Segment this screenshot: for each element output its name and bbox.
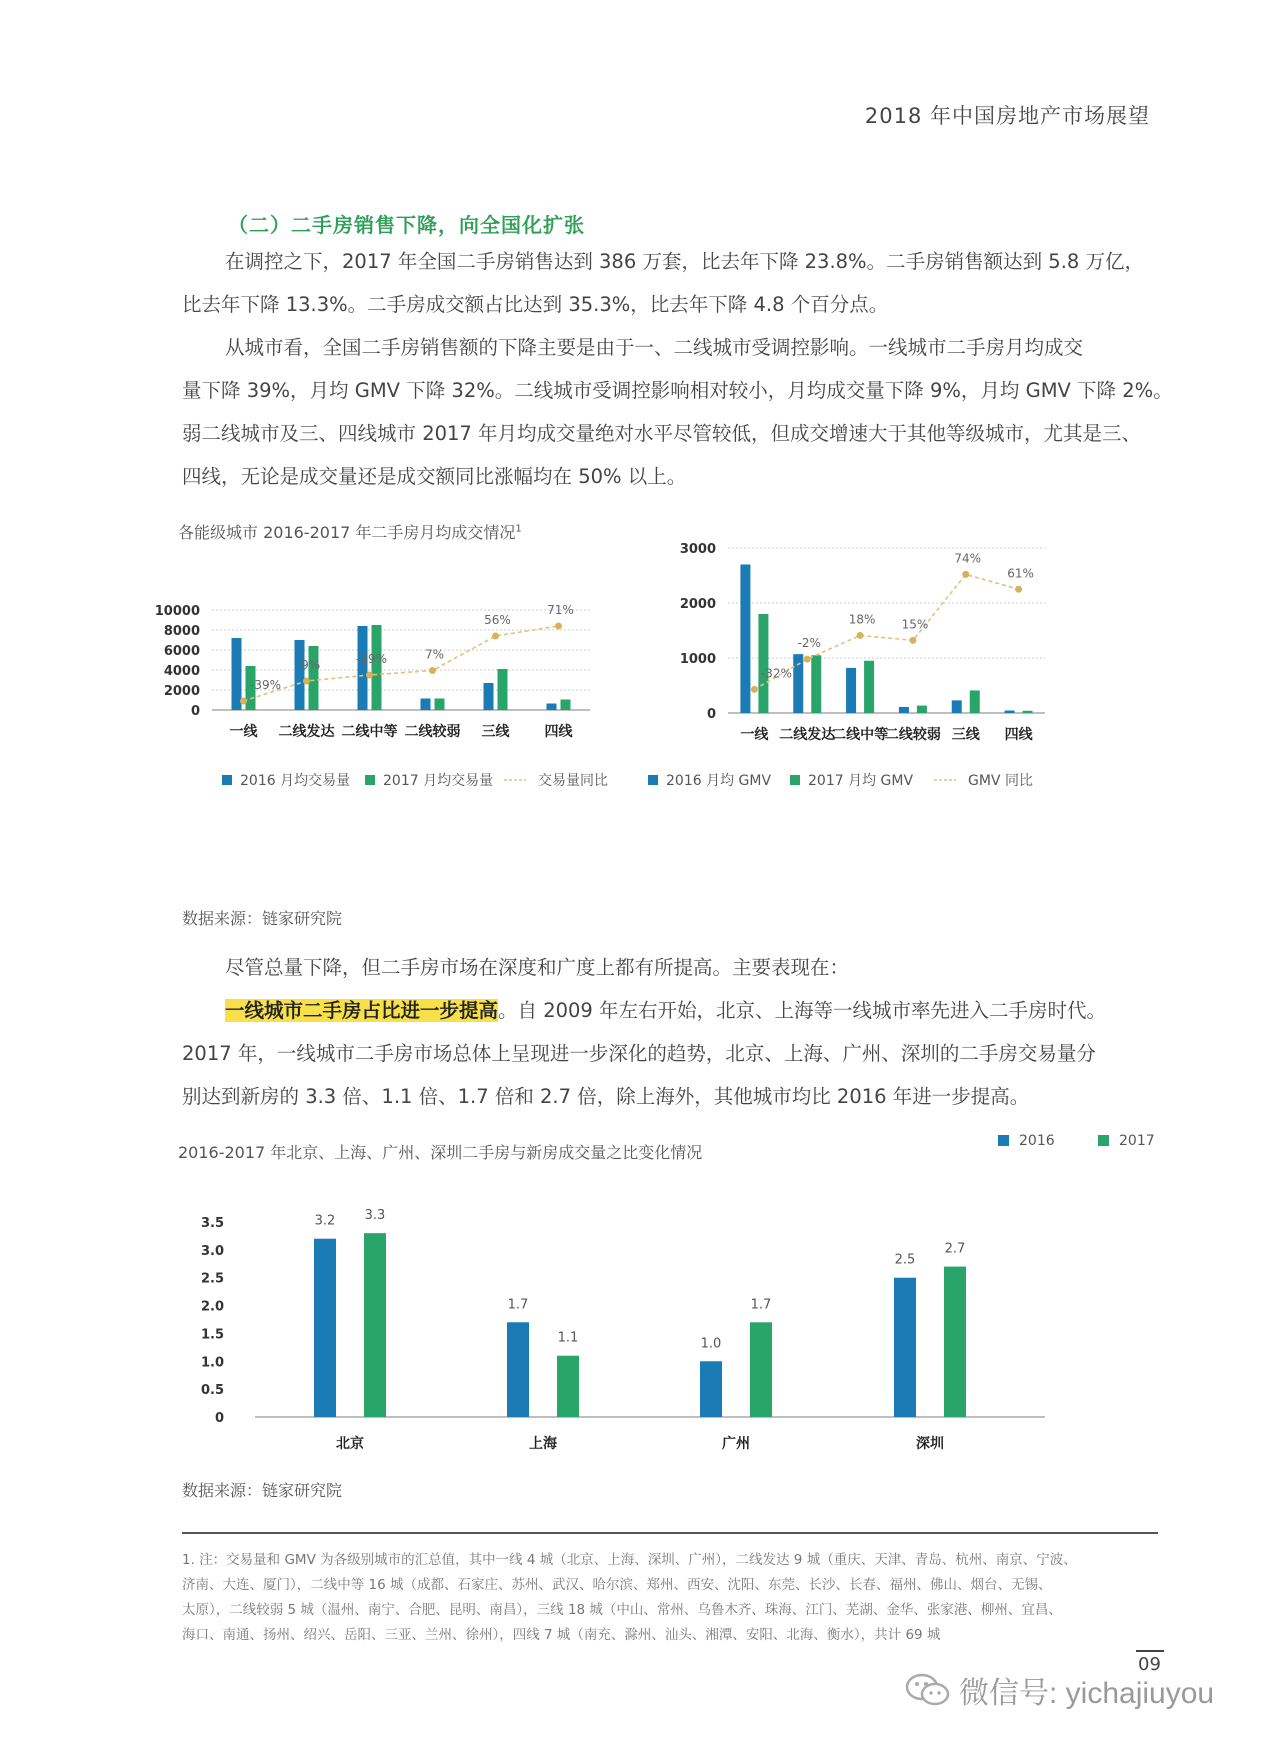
chart1-trend-label: -39% — [249, 678, 282, 692]
chart2-category-label: 三线 — [951, 727, 980, 743]
page-number-rule — [1136, 1650, 1164, 1652]
chart3-category-label: 上海 — [529, 1436, 557, 1452]
chart1-trend-label: -19% — [355, 652, 388, 666]
chart1-ytick-label: 2000 — [163, 684, 200, 699]
chart1-bar — [435, 699, 445, 711]
chart1-trend-label: 56% — [484, 613, 511, 627]
data-source-1: 数据来源：链家研究院 — [182, 909, 343, 928]
chart2-ytick-label: 2000 — [679, 597, 716, 612]
chart3-bar — [314, 1239, 336, 1417]
chart2-bar — [970, 690, 980, 713]
chart1-category-label: 一线 — [229, 724, 258, 740]
chart1-trend-label: -9% — [296, 658, 321, 672]
chart3-value-label: 3.2 — [314, 1213, 336, 1229]
chart2-trend-label: 18% — [848, 612, 876, 627]
chart3-ytick-label: 3.5 — [200, 1216, 224, 1231]
paragraph-2 — [182, 326, 1173, 498]
wechat-icon — [905, 1672, 951, 1708]
chart1-category-label: 二线发达 — [278, 724, 335, 740]
chart1-bar — [358, 626, 368, 710]
chart2-trend-label: 74% — [954, 551, 982, 566]
chart2-trend-point — [857, 632, 864, 639]
chart2-bar — [793, 654, 803, 713]
section-heading: （二）二手房销售下降，向全国化扩张 — [228, 213, 585, 237]
chart1-bar — [498, 669, 508, 710]
chart2-ytick-label: 0 — [706, 707, 716, 722]
chart1-trend-label: 71% — [547, 603, 574, 617]
paragraph-line: 弱二线城市及三、四线城市 2017 年月均成交量绝对水平尽管较低，但成交增速大于其他等级城市，尤其是三、 — [182, 422, 1142, 445]
chart1-legend-swatch — [365, 775, 375, 785]
chart1-ytick-label: 8000 — [163, 624, 200, 639]
chart3-legend-label: 2016 — [1019, 1133, 1055, 1149]
chart2-trend-label: -2% — [797, 636, 821, 651]
footnote — [182, 1548, 1152, 1648]
chart1-title — [178, 520, 522, 543]
chart2-bar — [917, 706, 927, 713]
chart2-legend-label: 2017 月均 GMV — [808, 773, 914, 789]
chart3-value-label: 2.5 — [894, 1252, 916, 1268]
chart1-trend-label: 7% — [424, 647, 445, 662]
chart2-bar — [864, 661, 874, 713]
chart3-ytick-label: 0.5 — [200, 1383, 224, 1399]
highlighted-phrase: 一线城市二手房占比进一步提高 — [225, 999, 499, 1022]
paragraph-line: 在调控之下，2017 年全国二手房销售达到 386 万套，比去年下降 23.8%。二手房销售额达到 5.8 万亿， — [225, 250, 1144, 273]
chart-ratio — [160, 1130, 1170, 1470]
chart1-bar — [484, 683, 494, 710]
chart1-legend-swatch — [222, 775, 232, 785]
chart3-value-label: 3.3 — [364, 1208, 386, 1224]
chart3-category-label: 深圳 — [916, 1436, 944, 1452]
paragraph-line: 量下降 39%，月均 GMV 下降 32%。二线城市受调控影响相对较小，月均成交量下降 9%，月均 GMV 下降 2%。 — [182, 379, 1173, 402]
chart1-ytick-label: 4000 — [163, 664, 200, 679]
chart3-value-label: 1.7 — [750, 1297, 772, 1313]
chart-volume — [154, 560, 670, 890]
chart3-ytick-label: 3.0 — [200, 1243, 224, 1259]
chart3-ytick-label: 0 — [214, 1411, 224, 1426]
chart2-legend-label: 2016 月均 GMV — [666, 773, 772, 789]
paragraph-1 — [182, 240, 1152, 326]
chart3-ytick-label: 1.5 — [200, 1327, 224, 1343]
chart1-trend-point — [240, 698, 247, 705]
chart2-category-label: 二线发达 — [779, 727, 836, 743]
chart2-bar — [811, 655, 821, 713]
paragraph-3 — [182, 946, 1152, 989]
chart3-legend-swatch — [1098, 1135, 1109, 1146]
chart1-ytick-label: 6000 — [163, 644, 200, 659]
chart2-bar — [899, 707, 909, 713]
chart3-value-label: 1.7 — [507, 1297, 529, 1313]
chart2-trend-point — [909, 637, 916, 644]
chart1-trend-point — [366, 672, 373, 679]
chart1-category-label: 三线 — [481, 724, 510, 740]
chart1-bar — [372, 625, 382, 710]
chart3-value-label: 1.1 — [557, 1330, 579, 1346]
chart2-ytick-label: 3000 — [679, 542, 716, 557]
chart2-ytick-label: 1000 — [679, 652, 716, 667]
chart1-bar — [421, 699, 431, 711]
chart1-trend-point — [555, 623, 562, 630]
chart1-trend-point — [303, 678, 310, 685]
chart3-legend-label: 2017 — [1119, 1133, 1155, 1149]
chart3-ytick-label: 2.0 — [200, 1299, 224, 1315]
paragraph-line: 尽管总量下降，但二手房市场在深度和广度上都有所提高。主要表现在： — [225, 956, 850, 979]
footnote-line: 海口、南通、扬州、绍兴、岳阳、三亚、兰州、徐州），四线 7 城（南充、滁州、汕头、湘潭、安阳、北海、衡水），共计 69 城 — [182, 1627, 941, 1643]
chart1-ytick-label: 10000 — [154, 604, 200, 619]
chart2-trend-point — [751, 686, 758, 693]
paragraph-line: 比去年下降 13.3%。二手房成交额占比达到 35.3%，比去年下降 4.8 个百分点。 — [182, 293, 889, 316]
chart2-bar — [1023, 711, 1033, 713]
footnote-line: 1. 注：交易量和 GMV 为各级别城市的汇总值，其中一线 4 城（北京、上海、深圳、广州），二线发达 9 城（重庆、天津、青岛、杭州、南京、宁波、 — [182, 1552, 1077, 1568]
chart3-legend-swatch — [998, 1135, 1009, 1146]
chart1-ytick-label: 0 — [190, 704, 200, 719]
chart1-legend-label: 交易量同比 — [538, 773, 608, 789]
chart2-trend-label: 15% — [901, 617, 929, 632]
chart2-category-label: 二线较弱 — [884, 727, 941, 743]
chart2-category-label: 四线 — [1004, 727, 1033, 743]
chart3-bar — [894, 1278, 916, 1417]
chart3-ytick-label: 2.5 — [200, 1271, 224, 1287]
page-header-title: 2018 年中国房地产市场展望 — [864, 104, 1150, 128]
paragraph-4 — [182, 989, 1152, 1118]
chart3-category-label: 北京 — [336, 1436, 364, 1452]
chart2-trend-point — [962, 571, 969, 578]
chart1-category-label: 二线较弱 — [404, 724, 461, 740]
footnote-line: 济南、大连、厦门），二线中等 16 城（成都、石家庄、苏州、武汉、哈尔滨、郑州、西安、沈阳、东莞、长沙、长春、福州、佛山、烟台、无锡、 — [182, 1577, 1052, 1593]
chart3-value-label: 1.0 — [700, 1336, 722, 1352]
chart2-bar — [740, 565, 750, 714]
chart3-bar — [700, 1361, 722, 1417]
chart1-bar — [561, 700, 571, 711]
paragraph-line: 四线，无论是成交量还是成交额同比涨幅均在 50% 以上。 — [182, 465, 687, 488]
chart2-category-label: 二线中等 — [832, 727, 889, 743]
chart3-bar — [557, 1356, 579, 1417]
chart2-bar — [846, 668, 856, 713]
watermark — [905, 1668, 1214, 1712]
chart1-title-text: 各能级城市 2016-2017 年二手房月均成交情况 — [178, 523, 516, 542]
footnote-line: 太原），二线较弱 5 城（温州、南宁、合肥、昆明、南昌），三线 18 城（中山、常州、乌鲁木齐、珠海、江门、芜湖、金华、张家港、柳州、宜昌、 — [182, 1602, 1062, 1618]
paragraph-line: 别达到新房的 3.3 倍、1.1 倍、1.7 倍和 2.7 倍，除上海外，其他城市均比 2016 年进一步提高。 — [182, 1085, 1030, 1108]
chart2-trend-point — [1015, 586, 1022, 593]
chart1-bar — [547, 704, 557, 711]
chart1-trend-point — [492, 633, 499, 640]
chart1-legend-label: 2016 月均交易量 — [240, 773, 351, 789]
chart2-legend-label: GMV 同比 — [968, 773, 1033, 789]
watermark-text: 微信号: yichajiuyou — [959, 1677, 1215, 1710]
chart1-bar — [295, 640, 305, 710]
chart2-bar — [952, 700, 962, 713]
chart3-bar — [750, 1322, 772, 1417]
paragraph-line: 2017 年，一线城市二手房市场总体上呈现进一步深化的趋势，北京、上海、广州、深圳的二手房交易量分 — [182, 1042, 1096, 1065]
chart-gmv — [666, 530, 1170, 890]
footnote-divider — [182, 1532, 1158, 1534]
chart3-bar — [364, 1233, 386, 1417]
chart3-title: 2016-2017 年北京、上海、广州、深圳二手房与新房成交量之比变化情况 — [178, 1143, 703, 1162]
chart3-bar — [944, 1267, 966, 1417]
paragraph-line — [182, 989, 1152, 1032]
chart1-trend-point — [429, 667, 436, 674]
footnote-ref: 1 — [515, 523, 522, 535]
chart2-trend-point — [804, 656, 811, 663]
chart1-category-label: 二线中等 — [341, 724, 398, 740]
chart1-legend-label: 2017 月均交易量 — [383, 773, 494, 789]
chart2-legend-swatch — [648, 775, 658, 785]
chart1-bar — [232, 638, 242, 710]
chart2-category-label: 一线 — [740, 727, 769, 743]
chart1-category-label: 四线 — [544, 724, 573, 740]
chart2-trend-label: 61% — [1007, 566, 1034, 581]
paragraph-text: 。自 2009 年左右开始，北京、上海等一线城市率先进入二手房时代。 — [498, 999, 1107, 1022]
chart3-category-label: 广州 — [722, 1436, 750, 1452]
chart2-legend-swatch — [790, 775, 800, 785]
chart2-bar — [758, 614, 768, 713]
page-number: 09 — [1138, 1654, 1161, 1675]
chart3-value-label: 2.7 — [944, 1241, 966, 1257]
data-source-2: 数据来源：链家研究院 — [182, 1481, 343, 1500]
chart2-trend-label: -32% — [760, 666, 792, 681]
chart3-ytick-label: 1.0 — [200, 1355, 224, 1371]
chart3-bar — [507, 1322, 529, 1417]
chart1-bar — [309, 646, 319, 710]
paragraph-line: 从城市看，全国二手房销售额的下降主要是由于一、二线城市受调控影响。一线城市二手房月均成交 — [225, 336, 1084, 359]
chart2-bar — [1005, 711, 1015, 713]
